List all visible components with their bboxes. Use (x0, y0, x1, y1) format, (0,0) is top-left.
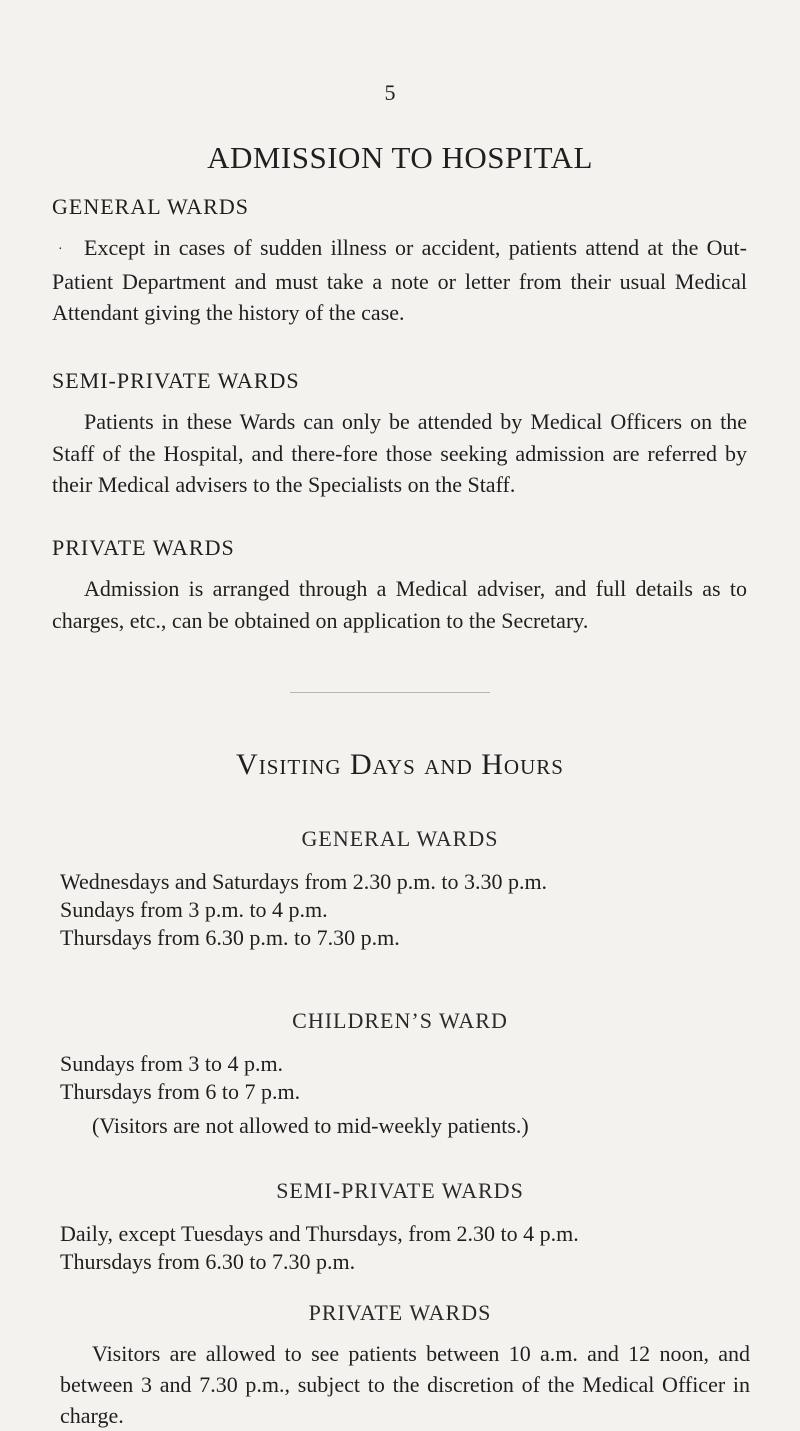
section-heading: SEMI-PRIVATE WARDS (52, 368, 300, 393)
visiting-general-list (60, 868, 750, 952)
list-item: Thursdays from 6 to 7 p.m. (60, 1079, 301, 1104)
list-item: Daily, except Tuesdays and Thursdays, from 2.30 to 4 p.m. (60, 1221, 579, 1246)
list-item: Thursdays from 6.30 p.m. to 7.30 p.m. (60, 925, 400, 950)
section-text: Admission is arranged through a Medical adviser, and full details as to charges, etc., can be obtained on application to the Secretary. (52, 576, 747, 633)
section-divider (290, 692, 490, 693)
section-heading: GENERAL WARDS (52, 194, 249, 219)
section-text: Visitors are allowed to see patients between 10 a.m. and 12 noon, and between 3 and 7.30 p.m., subject to the discretion of the Medical Officer in charge. (60, 1341, 750, 1428)
visiting-private-heading: PRIVATE WARDS (308, 1300, 492, 1325)
visiting-children-heading: CHILDREN’S WARD (292, 1008, 508, 1033)
section-paragraph (52, 406, 747, 501)
section-paragraph (52, 232, 747, 329)
list-item: Sundays from 3 p.m. to 4 p.m. (60, 897, 328, 922)
section-paragraph (52, 573, 747, 636)
page-number: 5 (384, 80, 396, 105)
bullet-mark: · (58, 242, 63, 258)
visiting-private-paragraph (60, 1338, 750, 1431)
admission-private-wards (52, 535, 747, 636)
visiting-general-heading: GENERAL WARDS (301, 826, 499, 851)
visiting-note: (Visitors are not allowed to mid-weekly patients.) (92, 1113, 529, 1138)
section-text: Except in cases of sudden illness or accident, patients attend at the Out-Patient Department and must take a note or letter from their usual Medical Attendant giving the history of the case. (52, 235, 747, 326)
section-heading: PRIVATE WARDS (52, 535, 235, 560)
admission-semi-private-wards (52, 368, 747, 501)
list-item: Sundays from 3 to 4 p.m. (60, 1051, 284, 1076)
admission-general-wards (52, 194, 747, 329)
visiting-semi-private-heading: SEMI-PRIVATE WARDS (276, 1178, 524, 1203)
list-item: Thursdays from 6.30 to 7.30 p.m. (60, 1249, 356, 1274)
page-title: ADMISSION TO HOSPITAL (207, 140, 593, 175)
visiting-semi-private-list (60, 1220, 750, 1276)
list-item: Wednesdays and Saturdays from 2.30 p.m. to 3.30 p.m. (60, 869, 548, 894)
visiting-title: Visiting Days and Hours (236, 748, 564, 781)
section-text: Patients in these Wards can only be attended by Medical Officers on the Staff of the Hospital, and there-fore those seeking admission are referred by their Medical advisers to the Specialists on the Staff. (52, 409, 747, 497)
visiting-children-list (60, 1050, 750, 1140)
